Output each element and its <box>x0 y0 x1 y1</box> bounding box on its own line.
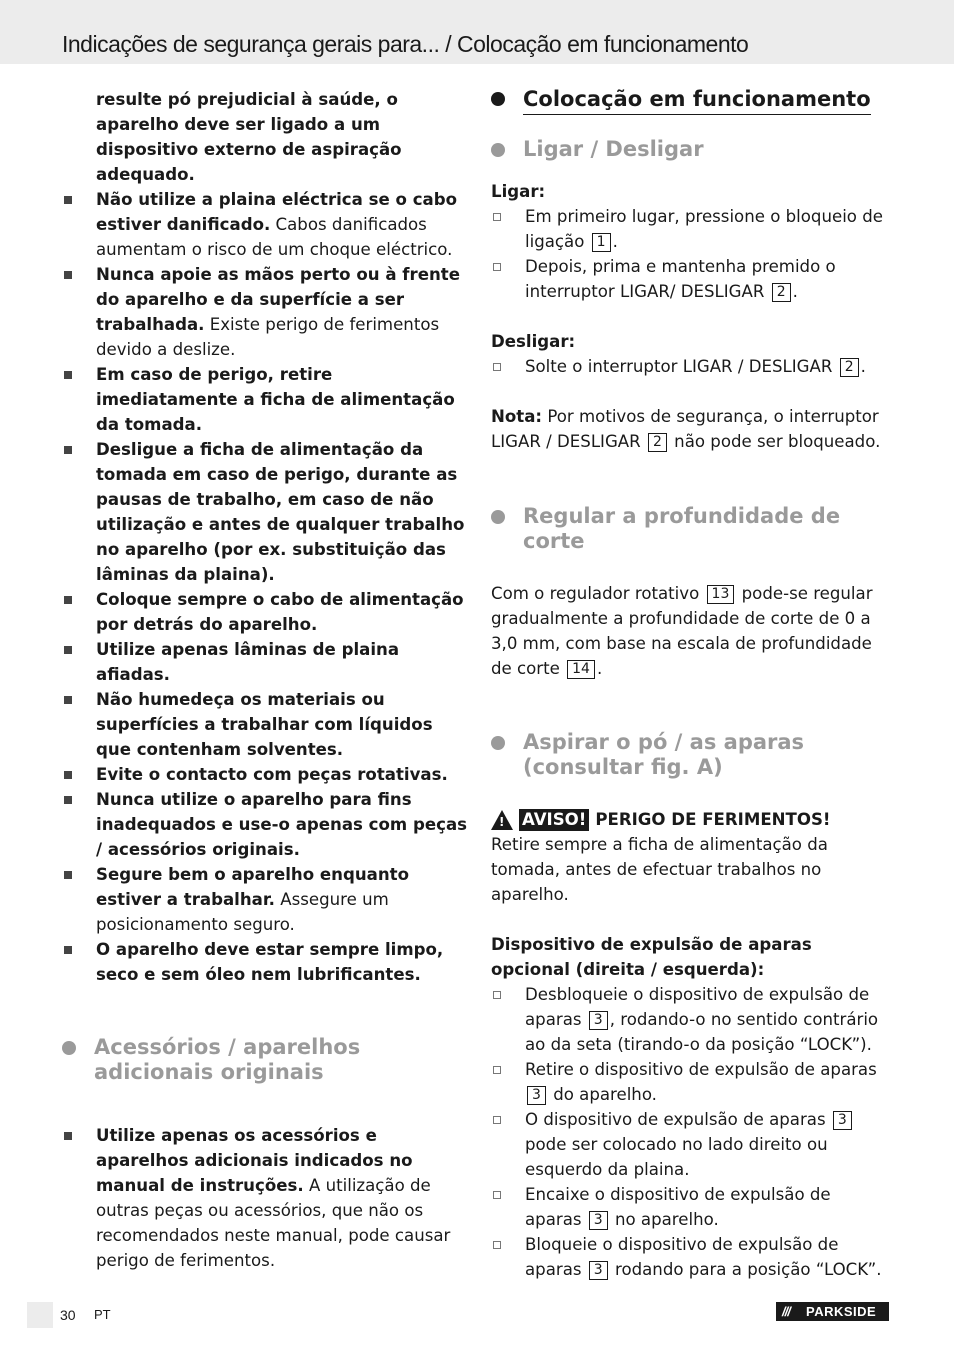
bullet-circle-icon <box>62 1041 76 1055</box>
part-number: 3 <box>589 1211 608 1230</box>
part-number: 2 <box>840 358 859 377</box>
checkbox-square-icon <box>493 363 501 371</box>
list-item: Não utilize a plaina eléctrica se o cabo estiver danificado. Cabos danificados aumentam o risco de um choque eléctrico. <box>62 187 468 262</box>
part-number: 13 <box>707 585 735 604</box>
bullet-square-icon <box>64 946 72 954</box>
part-number: 2 <box>648 433 667 452</box>
list-item: Desbloqueie o dispositivo de expulsão de aparas 3 , rodando-o no sentido contrário ao da seta (tirando-o da posição “LOCK”). <box>491 982 891 1057</box>
page-number: 30 <box>60 1307 76 1323</box>
bullet-square-icon <box>64 1132 72 1140</box>
list-item: Bloqueie o dispositivo de expulsão de aparas 3 rodando para a posição “LOCK”. <box>491 1232 891 1282</box>
bullet-circle-icon <box>491 143 505 157</box>
part-number: 3 <box>589 1011 608 1030</box>
checkbox-square-icon <box>493 263 501 271</box>
bullet-square-icon <box>64 596 72 604</box>
list-item: O aparelho deve estar sempre limpo, seco e sem óleo nem lubrificantes. <box>62 937 468 987</box>
note-paragraph: Nota: Por motivos de segurança, o interruptor LIGAR / DESLIGAR 2 não pode ser bloqueado. <box>491 407 881 451</box>
warning-badge: AVISO! <box>519 809 589 831</box>
bullet-circle-icon <box>491 736 505 750</box>
warning-row <box>491 807 891 832</box>
bullet-square-icon <box>64 796 72 804</box>
list-item: Em primeiro lugar, pressione o bloqueio de ligação 1 . <box>491 204 891 254</box>
list-item: Retire o dispositivo de expulsão de aparas 3 do aparelho. <box>491 1057 891 1107</box>
part-number: 3 <box>527 1086 546 1105</box>
page-title: Indicações de segurança gerais para... / Colocação em funcionamento <box>62 31 749 57</box>
ligar-label: Ligar: <box>491 182 546 201</box>
part-number: 3 <box>589 1261 608 1280</box>
checkbox-square-icon <box>493 1241 501 1249</box>
depth-heading: Regular a profundidade de corte <box>491 504 891 554</box>
list-item: Utilize apenas os acessórios e aparelhos adicionais indicados no manual de instruções. A utilização de outras peças ou acessórios, que não os recomendados neste manual, pode causar perigo de ferimentos. <box>62 1123 468 1273</box>
parkside-logo <box>776 1302 889 1321</box>
language-code: PT <box>94 1307 111 1322</box>
warning-text: Retire sempre a ficha de alimentação da tomada, antes de efectuar trabalhos no aparelho. <box>491 835 828 904</box>
checkbox-square-icon <box>493 1116 501 1124</box>
warning-title: PERIGO DE FERIMENTOS! <box>595 810 831 829</box>
bullet-square-icon <box>64 446 72 454</box>
part-number: 2 <box>772 283 791 302</box>
desligar-label: Desligar: <box>491 332 576 351</box>
main-section-heading: Colocação em funcionamento <box>491 85 891 115</box>
bullet-square-icon <box>64 696 72 704</box>
warning-triangle-icon: ! <box>491 810 513 830</box>
ejector-heading: Dispositivo de expulsão de aparas opcional (direita / esquerda): <box>491 935 812 979</box>
bullet-circle-icon <box>491 92 505 106</box>
list-item: Coloque sempre o cabo de alimentação por detrás do aparelho. <box>62 587 468 637</box>
bullet-square-icon <box>64 771 72 779</box>
list-item: Desligue a ficha de alimentação da tomada em caso de perigo, durante as pausas de trabalho, em caso de não utilização e antes de qualquer trabalho no aparelho (por ex. substituição das lâminas da plaina). <box>62 437 468 587</box>
list-item: Em caso de perigo, retire imediatamente a ficha de alimentação da tomada. <box>62 362 468 437</box>
list-item: Depois, prima e mantenha premido o interruptor LIGAR/ DESLIGAR 2 . <box>491 254 891 304</box>
checkbox-square-icon <box>493 1066 501 1074</box>
bullet-square-icon <box>64 196 72 204</box>
bullet-square-icon <box>64 371 72 379</box>
accessories-heading: Acessórios / aparelhos adicionais originais <box>62 1035 468 1085</box>
checkbox-square-icon <box>493 213 501 221</box>
dust-heading: Aspirar o pó / as aparas (consultar fig. A) <box>491 730 891 780</box>
list-item: Não humedeça os materiais ou superfícies a trabalhar com líquidos que contenham solventes. <box>62 687 468 762</box>
right-column <box>491 85 891 1282</box>
part-number: 1 <box>592 233 611 252</box>
logo-slashes: /// <box>782 1304 790 1319</box>
part-number: 3 <box>833 1111 852 1130</box>
bullet-circle-icon <box>491 510 505 524</box>
page-marker <box>27 1302 53 1328</box>
logo-text: PARKSIDE <box>806 1304 877 1319</box>
left-column <box>62 87 468 1273</box>
list-item: Nunca apoie as mãos perto ou à frente do aparelho e da superfície a ser trabalhada. Existe perigo de ferimentos devido a deslize. <box>62 262 468 362</box>
onoff-heading: Ligar / Desligar <box>491 137 891 162</box>
list-item: Evite o contacto com peças rotativas. <box>62 762 468 787</box>
checkbox-square-icon <box>493 991 501 999</box>
bullet-square-icon <box>64 271 72 279</box>
part-number: 14 <box>567 660 595 679</box>
list-item: Nunca utilize o aparelho para fins inadequados e use-o apenas com peças / acessórios originais. <box>62 787 468 862</box>
page-header <box>0 0 954 64</box>
checkbox-square-icon <box>493 1191 501 1199</box>
list-item: Encaixe o dispositivo de expulsão de aparas 3 no aparelho. <box>491 1182 891 1232</box>
list-item: Utilize apenas lâminas de plaina afiadas. <box>62 637 468 687</box>
depth-paragraph: Com o regulador rotativo 13 pode-se regular gradualmente a profundidade de corte de 0 a 3,0 mm, com base na escala de profundidade de corte 14 . <box>491 584 873 678</box>
bullet-square-icon <box>64 871 72 879</box>
list-item: O dispositivo de expulsão de aparas 3 pode ser colocado no lado direito ou esquerdo da plaina. <box>491 1107 891 1182</box>
bullet-square-icon <box>64 646 72 654</box>
list-item: Segure bem o aparelho enquanto estiver a trabalhar. Assegure um posicionamento seguro. <box>62 862 468 937</box>
list-item: Solte o interruptor LIGAR / DESLIGAR 2 . <box>491 354 891 379</box>
intro-paragraph: resulte pó prejudicial à saúde, o aparelho deve ser ligado a um dispositivo externo de aspiração adequado. <box>96 90 402 184</box>
